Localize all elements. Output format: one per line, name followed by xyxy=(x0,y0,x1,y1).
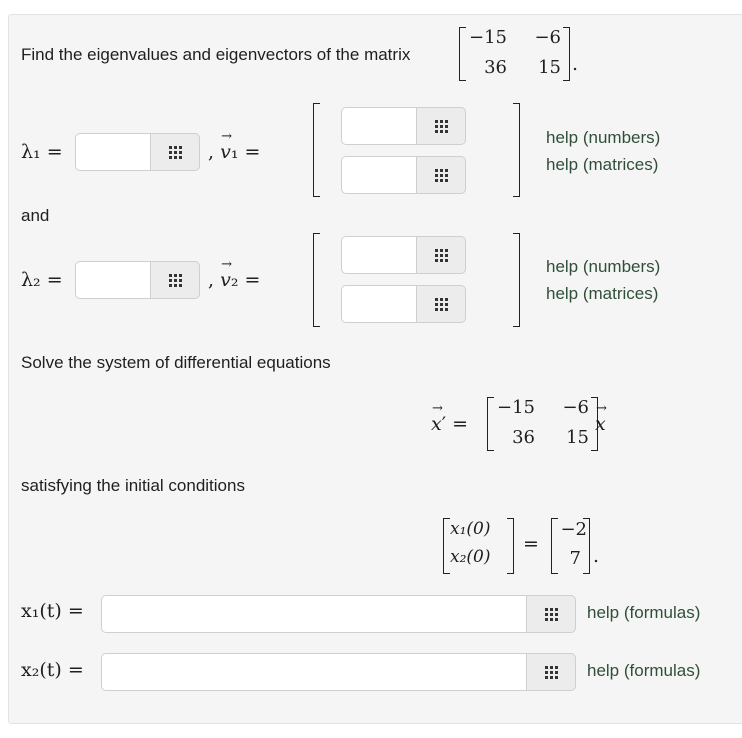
lhs-left-bracket xyxy=(443,518,450,574)
v1-component2-keypad-button[interactable] xyxy=(416,156,466,194)
vector1-left-bracket xyxy=(313,103,320,197)
comma: , xyxy=(208,269,215,291)
system-rhs xyxy=(595,413,606,435)
matrix-entry: 15 xyxy=(566,427,589,448)
system-lhs: → x′ = xyxy=(431,413,468,435)
x2-zero: x₂(0) xyxy=(450,547,491,567)
period: . xyxy=(572,53,579,75)
matrix-entry: −6 xyxy=(562,397,589,418)
grid-icon xyxy=(169,274,182,287)
grid-icon xyxy=(545,666,558,679)
lambda2-keypad-button[interactable] xyxy=(150,261,200,299)
v1-label: , → v₁ = xyxy=(208,141,260,163)
help-matrices-link[interactable]: help (matrices) xyxy=(546,284,659,303)
v2-component2-keypad-button[interactable] xyxy=(416,285,466,323)
grid-icon xyxy=(545,608,558,621)
matrix-left-bracket xyxy=(459,27,466,81)
x1-answer-input[interactable] xyxy=(101,595,527,633)
system-prompt: Solve the system of differential equations xyxy=(21,353,331,372)
eigen-prompt: Find the eigenvalues and eigenvectors of the matrix xyxy=(21,45,411,64)
v2-symbol: → v xyxy=(220,269,231,291)
initial-value: 7 xyxy=(569,548,581,569)
grid-icon xyxy=(435,298,448,311)
v2-component1-keypad-button[interactable] xyxy=(416,236,466,274)
x1-answer-label: x₁(t) = xyxy=(21,600,84,622)
matrix-entry: −6 xyxy=(534,27,561,48)
help-numbers-link[interactable]: help (numbers) xyxy=(546,128,661,147)
matrix-entry: −15 xyxy=(497,397,535,418)
x2-answer-label: x₂(t) = xyxy=(21,659,84,681)
vector2-left-bracket xyxy=(313,233,320,327)
coefficient-matrix xyxy=(459,25,579,83)
v1-component1-input[interactable] xyxy=(341,107,417,145)
matrix-entry: 36 xyxy=(512,427,535,448)
grid-icon xyxy=(435,120,448,133)
matrix-left-bracket xyxy=(487,397,494,451)
initial-prompt: satisfying the initial conditions xyxy=(21,476,245,495)
help-formulas-link[interactable]: help (formulas) xyxy=(587,661,701,680)
help-formulas-link[interactable]: help (formulas) xyxy=(587,603,701,622)
grid-icon xyxy=(435,249,448,262)
x2-answer-input[interactable] xyxy=(101,653,527,691)
x-vector-symbol: → x xyxy=(431,413,442,435)
v2-component1-input[interactable] xyxy=(341,236,417,274)
period: . xyxy=(593,545,600,567)
lambda2-label: λ₂ = xyxy=(21,269,63,291)
grid-icon xyxy=(169,146,182,159)
help-matrices-link[interactable]: help (matrices) xyxy=(546,155,659,174)
x-vector-symbol: → x xyxy=(595,413,606,435)
v1-component2-input[interactable] xyxy=(341,156,417,194)
x1-keypad-button[interactable] xyxy=(526,595,576,633)
lambda1-label: λ₁ = xyxy=(21,141,63,163)
initial-conditions xyxy=(443,515,623,579)
v2-component2-input[interactable] xyxy=(341,285,417,323)
matrix-entry: 15 xyxy=(538,57,561,78)
lambda1-keypad-button[interactable] xyxy=(150,133,200,171)
system-matrix xyxy=(487,395,607,453)
lambda2-input[interactable] xyxy=(75,261,151,299)
vector1-right-bracket xyxy=(513,103,520,197)
v1-component1-keypad-button[interactable] xyxy=(416,107,466,145)
initial-value: −2 xyxy=(560,519,587,540)
lhs-right-bracket xyxy=(507,518,514,574)
grid-icon xyxy=(435,169,448,182)
problem-card xyxy=(8,14,742,724)
comma: , xyxy=(208,141,215,163)
matrix-entry: 36 xyxy=(484,57,507,78)
v2-label: , → v₂ = xyxy=(208,269,260,291)
v1-symbol: → v xyxy=(220,141,231,163)
matrix-right-bracket xyxy=(563,27,570,81)
equals-sign: = xyxy=(523,533,539,555)
vector2-right-bracket xyxy=(513,233,520,327)
help-numbers-link[interactable]: help (numbers) xyxy=(546,257,661,276)
and-text: and xyxy=(21,206,50,225)
x1-zero: x₁(0) xyxy=(450,519,491,539)
x2-keypad-button[interactable] xyxy=(526,653,576,691)
matrix-entry: −15 xyxy=(469,27,507,48)
lambda1-input[interactable] xyxy=(75,133,151,171)
